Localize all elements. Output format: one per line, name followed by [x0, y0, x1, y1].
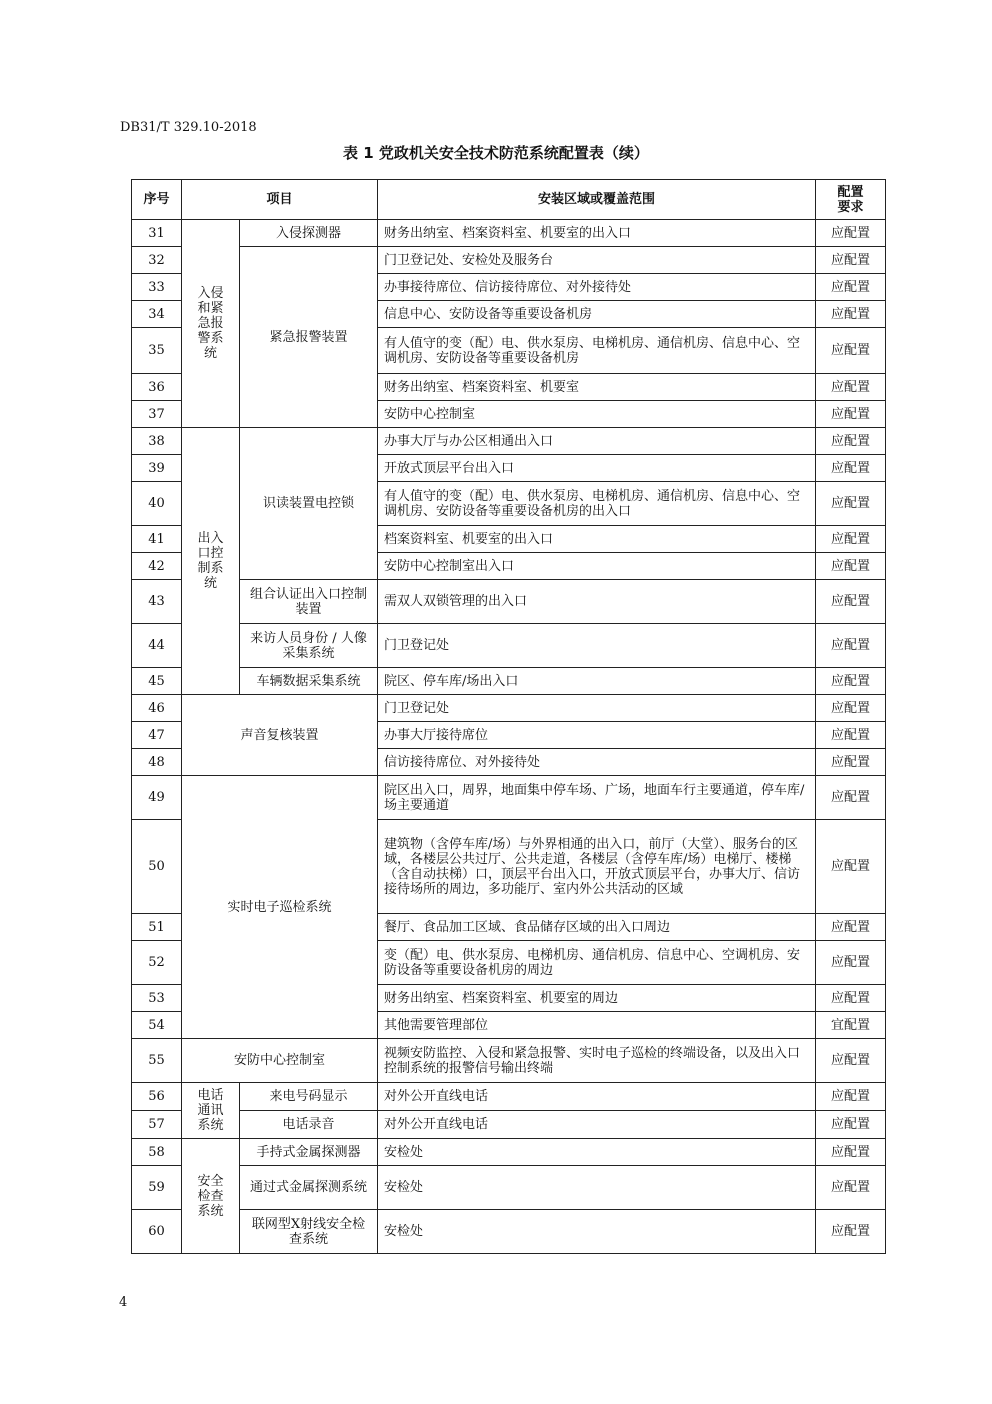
row-req: 应配置 — [816, 1139, 886, 1166]
row-seq: 55 — [132, 1039, 182, 1083]
row-req: 应配置 — [816, 220, 886, 247]
config-table — [131, 179, 886, 1254]
row-req: 应配置 — [816, 580, 886, 624]
row-seq: 48 — [132, 749, 182, 776]
row-area: 安检处 — [378, 1139, 816, 1166]
row-seq: 33 — [132, 274, 182, 301]
row-req: 应配置 — [816, 820, 886, 914]
row-area: 档案资料室、机要室的出入口 — [378, 526, 816, 553]
row-seq: 47 — [132, 722, 182, 749]
row-seq: 31 — [132, 220, 182, 247]
group-intrusion-alarm: 入侵 和紧 急报 警系 统 — [182, 220, 240, 428]
row-area: 需双人双锁管理的出入口 — [378, 580, 816, 624]
row-seq: 40 — [132, 482, 182, 526]
table-title: 表 1 党政机关安全技术防范系统配置表（续） — [343, 144, 649, 162]
row-req: 应配置 — [816, 914, 886, 941]
table-row — [132, 1166, 886, 1210]
document-id: DB31/T 329.10-2018 — [120, 120, 257, 135]
row-area: 门卫登记处 — [378, 624, 816, 668]
row-area: 有人值守的变（配）电、供水泵房、电梯机房、通信机房、信息中心、空调机房、安防设备等重要设备机房 — [378, 328, 816, 374]
row-req: 应配置 — [816, 1083, 886, 1111]
row-seq: 53 — [132, 985, 182, 1012]
row-area: 开放式顶层平台出入口 — [378, 455, 816, 482]
table-row — [132, 220, 886, 247]
row-area: 安检处 — [378, 1210, 816, 1254]
row-seq: 39 — [132, 455, 182, 482]
subitem-emergency-alarm: 紧急报警装置 — [240, 247, 378, 428]
group-patrol-system: 实时电子巡检系统 — [182, 776, 378, 1039]
subitem-card-reader-lock: 识读装置电控锁 — [240, 428, 378, 580]
row-area: 办事接待席位、信访接待席位、对外接待处 — [378, 274, 816, 301]
row-req: 应配置 — [816, 1111, 886, 1139]
row-req: 应配置 — [816, 428, 886, 455]
row-seq: 49 — [132, 776, 182, 820]
table-row — [132, 1039, 886, 1083]
header-item: 项目 — [182, 180, 378, 220]
subitem-call-record: 电话录音 — [240, 1111, 378, 1139]
row-req: 应配置 — [816, 247, 886, 274]
row-seq: 52 — [132, 941, 182, 985]
row-area: 安防中心控制室 — [378, 401, 816, 428]
table-row — [132, 1111, 886, 1139]
row-req: 应配置 — [816, 624, 886, 668]
row-req: 应配置 — [816, 526, 886, 553]
subitem-combined-auth: 组合认证出入口控制装置 — [240, 580, 378, 624]
row-req: 应配置 — [816, 722, 886, 749]
row-area: 办事大厅与办公区相通出入口 — [378, 428, 816, 455]
row-req: 应配置 — [816, 455, 886, 482]
row-seq: 36 — [132, 374, 182, 401]
row-seq: 59 — [132, 1166, 182, 1210]
row-seq: 37 — [132, 401, 182, 428]
row-req: 宜配置 — [816, 1012, 886, 1039]
row-area: 安防中心控制室出入口 — [378, 553, 816, 580]
table-row — [132, 776, 886, 820]
row-seq: 58 — [132, 1139, 182, 1166]
row-req: 应配置 — [816, 668, 886, 695]
group-voice-verification: 声音复核装置 — [182, 695, 378, 776]
table-row — [132, 247, 886, 274]
row-seq: 46 — [132, 695, 182, 722]
row-seq: 32 — [132, 247, 182, 274]
row-req: 应配置 — [816, 374, 886, 401]
group-control-room: 安防中心控制室 — [182, 1039, 378, 1083]
row-req: 应配置 — [816, 274, 886, 301]
row-area: 财务出纳室、档案资料室、机要室的出入口 — [378, 220, 816, 247]
row-seq: 60 — [132, 1210, 182, 1254]
group-access-control: 出入 口控 制系 统 — [182, 428, 240, 695]
table-row — [132, 695, 886, 722]
subitem-caller-id: 来电号码显示 — [240, 1083, 378, 1111]
row-area: 餐厅、食品加工区域、食品储存区域的出入口周边 — [378, 914, 816, 941]
page-number: 4 — [119, 1295, 128, 1310]
row-area: 院区、停车库/场出入口 — [378, 668, 816, 695]
table-row — [132, 580, 886, 624]
row-area: 办事大厅接待席位 — [378, 722, 816, 749]
row-seq: 35 — [132, 328, 182, 374]
header-area: 安装区域或覆盖范围 — [378, 180, 816, 220]
row-req: 应配置 — [816, 328, 886, 374]
table-row — [132, 1210, 886, 1254]
row-seq: 41 — [132, 526, 182, 553]
row-area: 信访接待席位、对外接待处 — [378, 749, 816, 776]
row-area: 对外公开直线电话 — [378, 1083, 816, 1111]
row-req: 应配置 — [816, 482, 886, 526]
header-seq: 序号 — [132, 180, 182, 220]
row-area: 信息中心、安防设备等重要设备机房 — [378, 301, 816, 328]
row-seq: 50 — [132, 820, 182, 914]
subitem-intrusion-detector: 入侵探测器 — [240, 220, 378, 247]
row-seq: 44 — [132, 624, 182, 668]
header-req: 配置 要求 — [816, 180, 886, 220]
row-area: 有人值守的变（配）电、供水泵房、电梯机房、通信机房、信息中心、空调机房、安防设备等重要设备机房的出入口 — [378, 482, 816, 526]
row-area: 建筑物（含停车库/场）与外界相通的出入口，前厅（大堂）、服务台的区域，各楼层公共过厅、公共走道，各楼层（含停车库/场）电梯厅、楼梯（含自动扶梯）口，顶层平台出入口，开放式顶层平台，办事大厅、信访接待场所的周边，多功能厅、室内外公共活动的区域 — [378, 820, 816, 914]
row-area: 门卫登记处 — [378, 695, 816, 722]
row-area: 安检处 — [378, 1166, 816, 1210]
subitem-xray: 联网型X射线安全检查系统 — [240, 1210, 378, 1254]
subitem-visitor-id: 来访人员身份 / 人像采集系统 — [240, 624, 378, 668]
table-row — [132, 428, 886, 455]
row-seq: 51 — [132, 914, 182, 941]
table-row — [132, 1139, 886, 1166]
row-seq: 34 — [132, 301, 182, 328]
row-req: 应配置 — [816, 1166, 886, 1210]
group-telephone: 电话 通讯 系统 — [182, 1083, 240, 1139]
row-seq: 43 — [132, 580, 182, 624]
row-seq: 57 — [132, 1111, 182, 1139]
subitem-handheld-detector: 手持式金属探测器 — [240, 1139, 378, 1166]
row-req: 应配置 — [816, 301, 886, 328]
row-area: 财务出纳室、档案资料室、机要室 — [378, 374, 816, 401]
row-req: 应配置 — [816, 401, 886, 428]
row-req: 应配置 — [816, 1039, 886, 1083]
subitem-walkthrough-detector: 通过式金属探测系统 — [240, 1166, 378, 1210]
table-row — [132, 624, 886, 668]
row-seq: 42 — [132, 553, 182, 580]
row-area: 财务出纳室、档案资料室、机要室的周边 — [378, 985, 816, 1012]
row-seq: 54 — [132, 1012, 182, 1039]
row-req: 应配置 — [816, 941, 886, 985]
row-seq: 56 — [132, 1083, 182, 1111]
table-row — [132, 1083, 886, 1111]
group-security-check: 安全 检查 系统 — [182, 1139, 240, 1254]
table-header-row — [132, 180, 886, 220]
row-seq: 38 — [132, 428, 182, 455]
row-area: 变（配）电、供水泵房、电梯机房、通信机房、信息中心、空调机房、安防设备等重要设备机房的周边 — [378, 941, 816, 985]
row-area: 其他需要管理部位 — [378, 1012, 816, 1039]
subitem-vehicle-data: 车辆数据采集系统 — [240, 668, 378, 695]
row-area: 门卫登记处、安检处及服务台 — [378, 247, 816, 274]
table-row — [132, 668, 886, 695]
row-area: 视频安防监控、入侵和紧急报警、实时电子巡检的终端设备，以及出入口控制系统的报警信号输出终端 — [378, 1039, 816, 1083]
row-area: 院区出入口，周界，地面集中停车场、广场，地面车行主要通道，停车库/场主要通道 — [378, 776, 816, 820]
row-req: 应配置 — [816, 553, 886, 580]
row-req: 应配置 — [816, 695, 886, 722]
row-req: 应配置 — [816, 776, 886, 820]
row-req: 应配置 — [816, 1210, 886, 1254]
row-seq: 45 — [132, 668, 182, 695]
row-area: 对外公开直线电话 — [378, 1111, 816, 1139]
row-req: 应配置 — [816, 985, 886, 1012]
row-req: 应配置 — [816, 749, 886, 776]
